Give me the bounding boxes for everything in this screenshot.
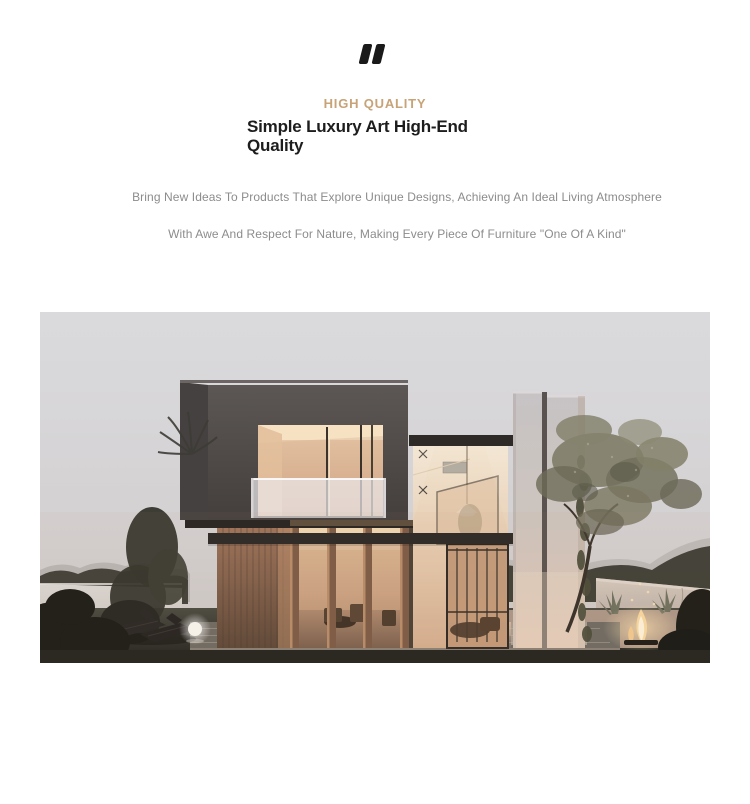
section-title-line2: Quality — [247, 136, 304, 155]
section-title — [247, 117, 487, 155]
quote-icon — [361, 44, 383, 64]
hero-image — [40, 312, 710, 663]
upper-box — [180, 380, 415, 528]
quote-bar — [372, 44, 386, 64]
villa-illustration — [40, 312, 710, 663]
section-title-line1: Simple Luxury Art High-End — [247, 117, 468, 136]
section-description-1: Bring New Ideas To Products That Explore Unique Designs, Achieving An Ideal Living Atmosphere — [132, 190, 662, 204]
dusk-overlay — [40, 512, 710, 663]
quote-bar — [359, 44, 373, 64]
section-description-2: With Awe And Respect For Nature, Making Every Piece Of Furniture "One Of A Kind" — [168, 227, 626, 241]
section-eyebrow: HIGH QUALITY — [323, 96, 427, 111]
